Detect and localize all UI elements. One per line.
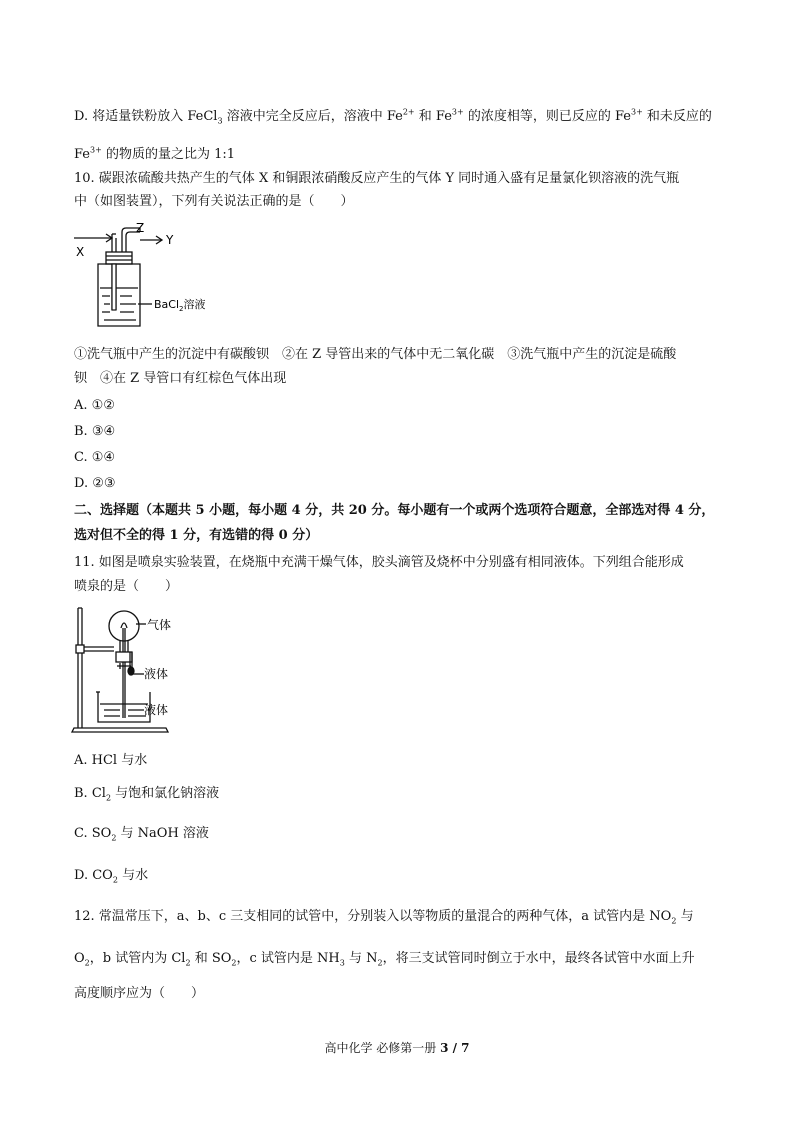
section2-header-line1: 二、选择题（本题共 5 小题，每小题 4 分，共 20 分。每小题有一个或两个选项符合题意，全部选对得 4 分， bbox=[74, 503, 715, 518]
q10-option-a: A. ①② bbox=[74, 398, 115, 413]
gas-label: 气体 bbox=[147, 618, 172, 632]
page-number: 3 / 7 bbox=[440, 1041, 470, 1055]
fountain-experiment-figure bbox=[70, 604, 200, 746]
q11-option-c: C. $SO_2$ 与 NaOH 溶液 bbox=[74, 826, 209, 843]
q12-stem-line2: $O_2$，b 试管内为 $Cl_2$ 和 $SO_2$，c 试管内是 $NH_3$ 与 $N_2$，将三支试管同时倒立于水中，最终各试管中水面上升 bbox=[74, 951, 695, 968]
q10-statements-line2: 钡 ④在 Z 导管口有红棕色气体出现 bbox=[74, 371, 287, 386]
q10-statements-line1: ①洗气瓶中产生的沉淀中有碳酸钡 ②在 Z 导管出来的气体中无二氧化碳 ③洗气瓶中产生的沉淀是硫酸 bbox=[74, 347, 677, 362]
bacl2-label: BaCl$_2$溶液 bbox=[154, 298, 206, 313]
section2-header-line2: 选对但不全的得 1 分，有选错的得 0 分） bbox=[74, 528, 319, 543]
q9-option-d-line1: D. 将适量铁粉放入 FeCl$_3$ 溶液中完全反应后，溶液中 $Fe^{2+}$ 和 $Fe^{3+}$ 的浓度相等，则已反应的 $Fe^{3+}$ 和未反应的 bbox=[74, 107, 712, 126]
q12-stem-line3: 高度顺序应为（ ） bbox=[74, 986, 205, 1001]
q11-option-d: D. $CO_2$ 与水 bbox=[74, 868, 149, 885]
gas-washing-bottle-figure bbox=[70, 222, 250, 332]
q11-stem-line1: 11. 如图是喷泉实验装置，在烧瓶中充满干燥气体，胶头滴管及烧杯中分别盛有相同液体。下列组合能形成 bbox=[74, 555, 684, 570]
x-label: X bbox=[76, 245, 85, 259]
q9-option-d-line2: $Fe^{3+}$ 的物质的量之比为 1:1 bbox=[74, 145, 235, 162]
y-label: Y bbox=[166, 233, 174, 247]
q11-option-a: A. HCl 与水 bbox=[74, 753, 148, 768]
q10-option-b: B. ③④ bbox=[74, 424, 116, 439]
page-footer bbox=[0, 1039, 794, 1056]
q10-stem-line2: 中（如图装置），下列有关说法正确的是（ ） bbox=[74, 194, 354, 209]
q10-option-c: C. ①④ bbox=[74, 450, 116, 465]
beaker-liquid-label: 液体 bbox=[144, 703, 169, 717]
z-label: Z bbox=[136, 222, 145, 235]
dropper-liquid-label: 液体 bbox=[144, 667, 169, 681]
q10-stem-line1: 10. 碳跟浓硫酸共热产生的气体 X 和铜跟浓硝酸反应产生的气体 Y 同时通入盛有足量氯化钡溶液的洗气瓶 bbox=[74, 171, 680, 186]
q10-option-d: D. ②③ bbox=[74, 476, 116, 491]
footer-title: 高中化学 必修第一册 bbox=[324, 1041, 441, 1055]
q12-stem-line1: 12. 常温常压下，a、b、c 三支相同的试管中，分别装入以等物质的量混合的两种气体，a 试管内是 $NO_2$ 与 bbox=[74, 909, 694, 926]
q11-option-b: B. $Cl_2$ 与饱和氯化钠溶液 bbox=[74, 786, 220, 803]
q11-stem-line2: 喷泉的是（ ） bbox=[74, 579, 179, 594]
